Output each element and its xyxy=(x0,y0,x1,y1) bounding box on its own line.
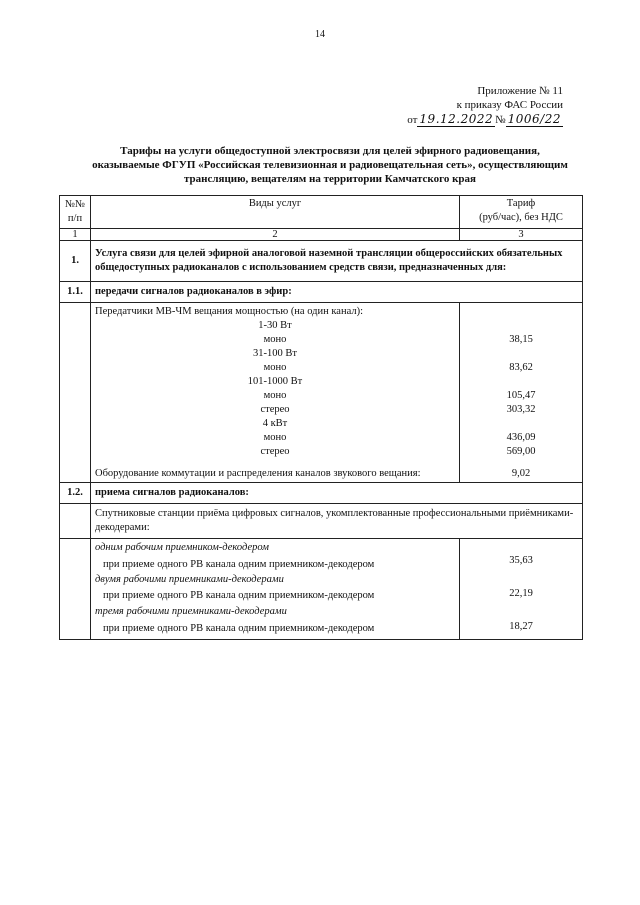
one-receiver-label: одним рабочим приемником-декодером xyxy=(95,542,269,553)
stereo-4kw: стерео xyxy=(260,446,290,457)
section-1-1-text: передачи сигналов радиоканалов в эфир: xyxy=(91,282,583,303)
col-number-1: 1 xyxy=(60,229,91,241)
receivers-desc xyxy=(91,539,460,640)
header-tariff xyxy=(460,196,583,229)
column-number-row xyxy=(60,229,583,241)
spacer xyxy=(464,541,578,555)
receivers-num-cell xyxy=(60,539,91,640)
title-line-2: оказываемые ФГУП «Российская телевизионная и радиовещательная сеть», осуществляющим xyxy=(92,159,568,171)
transmitters-num-cell xyxy=(60,303,91,483)
value-101-1000w-mono: 105,47 xyxy=(506,390,536,401)
stations-row xyxy=(60,504,583,539)
value-two-receivers: 22,19 xyxy=(509,588,533,599)
spacer xyxy=(464,347,578,361)
transmitters-intro: Передатчики МВ-ЧМ вещания мощностью (на один канал): xyxy=(95,306,363,317)
power-1-30w: 1-30 Вт xyxy=(258,320,292,331)
value-1-30w-mono: 38,15 xyxy=(509,334,533,345)
section-1-text: Услуга связи для целей эфирной аналоговой наземной трансляции общероссийских обязательных общедоступных радиоканалов с использованием средств связи, предназначенных для: xyxy=(91,241,583,282)
spacer xyxy=(464,605,578,619)
section-1-row xyxy=(60,241,583,282)
mono-1-30w: моно xyxy=(263,334,287,345)
header-tariff-line1: Тариф xyxy=(506,198,536,209)
appendix-block xyxy=(407,84,563,126)
section-1-1-num: 1.1. xyxy=(60,282,91,303)
spacer xyxy=(464,319,578,333)
appendix-date-number xyxy=(407,112,563,126)
one-receiver-row: при приеме одного РВ канала одним приемником-декодером xyxy=(103,559,375,570)
value-three-receivers: 18,27 xyxy=(509,621,533,632)
power-31-100w: 31-100 Вт xyxy=(253,348,297,359)
three-receivers-label: тремя рабочими приемниками-декодерами xyxy=(95,606,287,617)
value-31-100w-mono: 83,62 xyxy=(509,362,533,373)
document-title xyxy=(70,144,590,186)
from-prefix: от xyxy=(407,114,418,126)
equipment-text: Оборудование коммутации и распределения каналов звукового вещания: xyxy=(95,468,421,479)
mono-31-100w: моно xyxy=(263,362,287,373)
number-prefix: № xyxy=(495,114,506,126)
spacer xyxy=(464,305,578,319)
transmitters-values xyxy=(460,303,583,483)
value-4kw-stereo: 569,00 xyxy=(506,446,536,457)
three-receivers-row: при приеме одного РВ канала одним приемником-декодером xyxy=(103,623,375,634)
appendix-title: Приложение № 11 xyxy=(477,85,563,97)
section-1-num: 1. xyxy=(60,241,91,282)
title-line-3: трансляцию, вещателям на территории Камчатского края xyxy=(183,173,477,185)
page-number: 14 xyxy=(315,29,325,40)
receivers-row xyxy=(60,539,583,640)
section-1-2-row xyxy=(60,483,583,504)
mono-101-1000w: моно xyxy=(263,390,287,401)
transmitters-row xyxy=(60,303,583,483)
value-4kw-mono: 436,09 xyxy=(506,432,536,443)
value-equipment: 9,02 xyxy=(511,468,531,479)
col-number-3: 3 xyxy=(460,229,583,241)
table-header-row xyxy=(60,196,583,229)
stations-text: Спутниковые станции приёма цифровых сигналов, укомплектованные профессиональными приёмниками-декодерами: xyxy=(91,504,583,539)
tariff-table xyxy=(59,195,583,640)
spacer xyxy=(95,459,455,467)
power-4kw: 4 кВт xyxy=(262,418,288,429)
two-receivers-row: при приеме одного РВ канала одним приемником-декодером xyxy=(103,590,375,601)
col-number-2: 2 xyxy=(91,229,460,241)
power-101-1000w: 101-1000 Вт xyxy=(247,376,303,387)
transmitters-desc xyxy=(91,303,460,483)
handwritten-number: 1006/22 xyxy=(507,112,561,126)
header-num xyxy=(60,196,91,229)
header-num-line1: №№ xyxy=(64,199,86,210)
header-services: Виды услуг xyxy=(91,196,460,229)
stations-num-cell xyxy=(60,504,91,539)
two-receivers-label: двумя рабочими приемниками-декодерами xyxy=(95,574,284,585)
mono-4kw: моно xyxy=(263,432,287,443)
header-tariff-line2: (руб/час), без НДС xyxy=(479,212,563,223)
section-1-2-text: приема сигналов радиоканалов: xyxy=(91,483,583,504)
spacer xyxy=(464,459,578,467)
section-1-2-num: 1.2. xyxy=(60,483,91,504)
title-line-1: Тарифы на услуги общедоступной электросвязи для целей эфирного радиовещания, xyxy=(120,145,540,157)
stereo-101-1000w: стерео xyxy=(260,404,290,415)
receivers-values xyxy=(460,539,583,640)
section-1-1-row xyxy=(60,282,583,303)
spacer xyxy=(464,417,578,431)
value-101-1000w-stereo: 303,32 xyxy=(506,404,536,415)
spacer xyxy=(464,375,578,389)
header-num-line2: п/п xyxy=(67,213,83,224)
spacer xyxy=(464,572,578,586)
handwritten-date: 19.12.2022 xyxy=(419,112,494,126)
appendix-order-ref: к приказу ФАС России xyxy=(456,99,563,111)
value-one-receiver: 35,63 xyxy=(509,555,533,566)
